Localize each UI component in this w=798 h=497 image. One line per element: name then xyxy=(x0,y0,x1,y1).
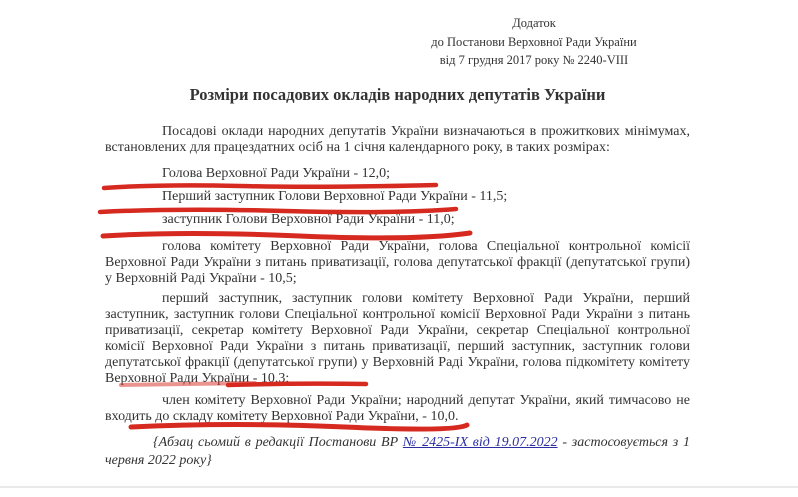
salary-item: Перший заступник Голови Верховної Ради України - 11,5; xyxy=(162,189,508,204)
appendix-header-line: від 7 грудня 2017 року № 2240-VIII xyxy=(439,53,629,67)
amendment-link[interactable]: № 2425-IX від 19.07.2022 xyxy=(402,435,558,450)
intro-paragraph: Посадові оклади народних депутатів України визначаються в прожиткових мінімумах, встановлених для працездатних осіб на 1 січня календарного року, в таких розмірах: xyxy=(105,124,690,155)
document-title: Розміри посадових окладів народних депутатів України xyxy=(189,85,606,104)
amendment-note-prefix: {Абзац сьомий в редакції Постанови ВР xyxy=(153,435,403,450)
amendment-note-suffix: - застосовується з 1 червня 2022 року} xyxy=(105,435,691,468)
document-body xyxy=(105,124,690,469)
appendix-header xyxy=(408,14,660,70)
page-bottom-divider xyxy=(0,486,798,488)
salary-item: перший заступник, заступник голови комітету Верховної Ради України, перший заступник, заступник голови Спеціальної контрольної комісії Верховної Ради України з питань приватизації, секретар комітету Верховної Ради України, секретар Спеціальної контрольної комісії Верховної Ради України з питань приватизації, перший заступник, заступник голови депутатської фракції (депутатської групи) у Верховній Раді України, голова підкомітету комітету Верховної Ради України - 10,3; xyxy=(105,291,690,386)
salary-item: голова комітету Верховної Ради України, голова Спеціальної контрольної комісії Верховної Ради України з питань приватизації, голова депутатської фракції (депутатської групи) у Верховній Раді України - 10,5; xyxy=(105,239,690,286)
salary-item: член комітету Верховної Ради України; народний депутат України, який тимчасово не входить до складу комітету Верховної Ради України, - 10,0. xyxy=(105,393,690,424)
appendix-header-line: до Постанови Верховної Ради України xyxy=(431,34,637,49)
amendment-note xyxy=(105,434,690,469)
appendix-header-line: Додаток xyxy=(512,16,556,30)
salary-item: Голова Верховної Ради України - 12,0; xyxy=(162,166,391,181)
salary-item: заступник Голови Верховної Ради України - 11,0; xyxy=(162,212,455,227)
